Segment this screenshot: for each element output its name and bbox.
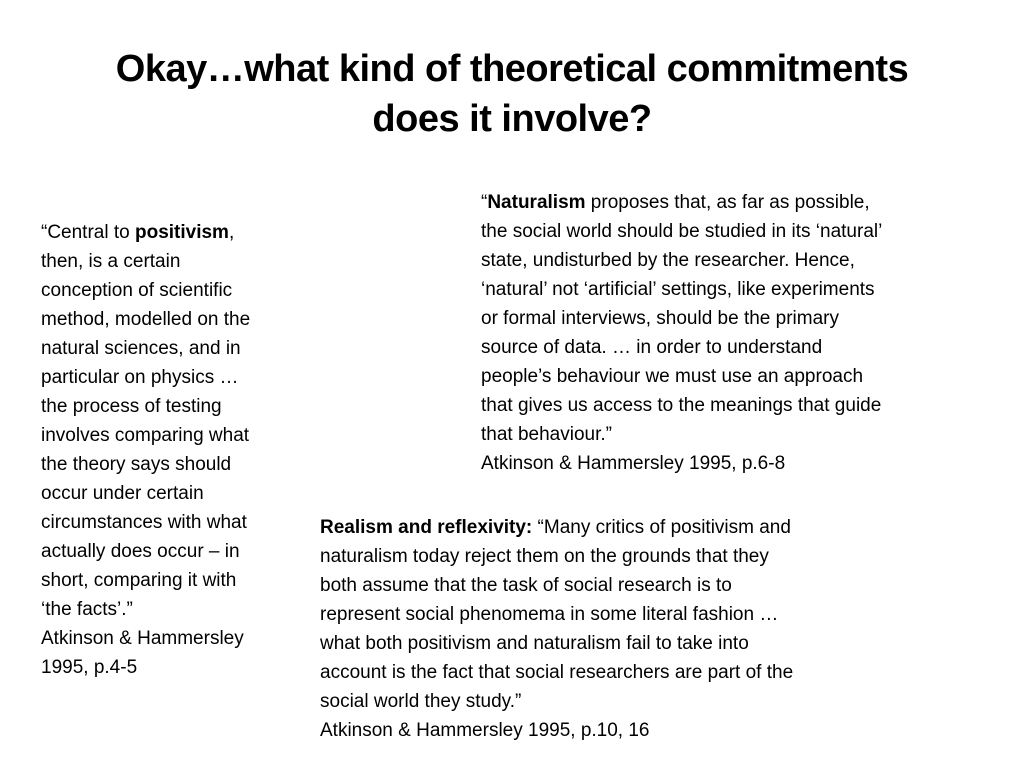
quote-line: the social world should be studied in its ‘natural’ <box>481 221 883 242</box>
slide-title-line-1: Okay…what kind of theoretical commitments <box>115 48 909 90</box>
quote-line: what both positivism and naturalism fail to take into <box>320 633 749 654</box>
positivism-term: positivism <box>134 222 229 243</box>
quote-line: the theory says should <box>41 454 232 475</box>
citation-line: 1995, p.4-5 <box>41 657 138 678</box>
quote-line: then, is a certain <box>41 251 181 272</box>
quote-line: source of data. … in order to understand <box>481 337 823 358</box>
quote-line: account is the fact that social researchers are part of the <box>320 662 794 683</box>
quote-line: ‘natural’ not ‘artificial’ settings, like experiments <box>481 279 875 300</box>
quote-line: “Naturalism proposes that, as far as possible, <box>481 192 870 213</box>
quote-line: involves comparing what <box>41 425 250 446</box>
citation-line: Atkinson & Hammersley 1995, p.10, 16 <box>320 720 650 741</box>
quote-line: short, comparing it with <box>41 570 237 591</box>
quote-line: Realism and reflexivity: “Many critics of positivism and <box>320 517 791 538</box>
quote-line: or formal interviews, should be the primary <box>481 308 839 329</box>
quote-line: method, modelled on the <box>41 309 251 330</box>
quote-line: conception of scientific <box>41 280 233 301</box>
quote-line: circumstances with what <box>41 512 247 533</box>
quote-line: both assume that the task of social research is to <box>320 575 732 596</box>
quote-line: that behaviour.” <box>481 424 612 445</box>
quote-line: actually does occur – in <box>41 541 240 562</box>
quote-line: that gives us access to the meanings that guide <box>481 395 882 416</box>
citation-line: Atkinson & Hammersley 1995, p.6-8 <box>481 453 786 474</box>
quote-line: the process of testing <box>41 396 222 417</box>
realism-reflexivity-quote <box>320 513 793 745</box>
quote-line: people’s behaviour we must use an approach <box>481 366 864 387</box>
quote-line: social world they study.” <box>320 691 522 712</box>
naturalism-term: Naturalism <box>487 192 586 213</box>
naturalism-quote <box>481 188 882 478</box>
citation-line: Atkinson & Hammersley <box>41 628 244 649</box>
slide-title-line-2: does it involve? <box>372 98 652 140</box>
quote-line: represent social phenomema in some literal fashion … <box>320 604 779 625</box>
quote-line: ‘the facts’.” <box>41 599 133 620</box>
quote-line: occur under certain <box>41 483 204 504</box>
slide-title <box>60 44 964 144</box>
quote-line: particular on physics … <box>41 367 239 388</box>
realism-reflexivity-term: Realism and reflexivity: <box>320 517 533 538</box>
quote-line: “Central to positivism, <box>41 222 235 243</box>
positivism-quote <box>41 218 250 682</box>
quote-line: state, undisturbed by the researcher. Hence, <box>481 250 855 271</box>
quote-line: naturalism today reject them on the grounds that they <box>320 546 769 567</box>
quote-line: natural sciences, and in <box>41 338 241 359</box>
